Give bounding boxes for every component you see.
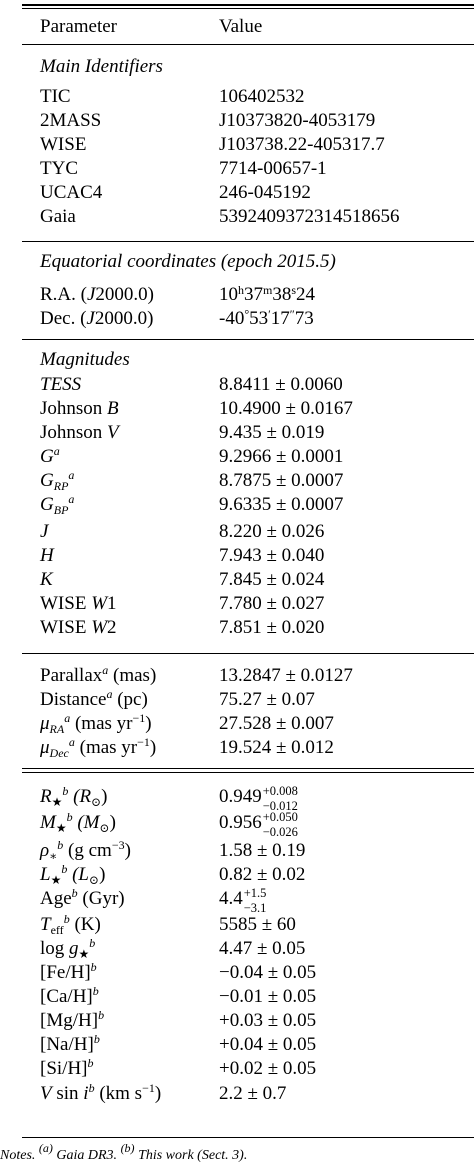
table-row: $G_{BP}^a$ 9.6335 ± 0.0007 [40, 492, 344, 517]
table-row: UCAC4 246-045192 [40, 182, 311, 203]
table-row: V $\sin i^b$ (km $s^{-1}$) 2.2 ± 0.7 [40, 1081, 287, 1104]
header-parameter: Parameter [40, 16, 118, 37]
table-row: $\mu_{RA}^a$ (mas $yr^{-1}$) 27.528 ± 0.007 [40, 711, 334, 736]
table-header [0, 14, 474, 38]
table-row: WISE W1 7.780 ± 0.027 [40, 593, 325, 614]
table-row: Distance$^a$ (pc) 75.27 ± 0.07 [40, 687, 315, 710]
table-row: TESS 8.8411 ± 0.0060 [40, 374, 343, 395]
table-row-dec: Dec. (J2000.0) -40°53′17″73 [40, 307, 314, 329]
table-row: $\log g_★^b$ 4.47 ± 0.05 [40, 936, 306, 961]
table-row: TYC 7714-00657-1 [40, 158, 327, 179]
section-title-coordinates: Equatorial coordinates (epoch 2015.5) [40, 251, 336, 272]
table-row: $L_★^b$ $(L_⊙)$ 0.82 ± 0.02 [40, 862, 306, 887]
table-row: WISE W2 7.851 ± 0.020 [40, 617, 325, 638]
table-top-rule-inner [22, 8, 474, 9]
table-row: $M_★^b$ $(M_⊙)$ 0.956 +0.050 −0.026 [40, 810, 298, 839]
table-row: $G^a$ 9.2966 ± 0.0001 [40, 444, 344, 467]
table-row: TIC 106402532 [40, 86, 305, 107]
table-top-rule [22, 4, 474, 6]
table-row: $T_{eff}^b$ (K) 5585 ± 60 [40, 912, 296, 937]
section-title-magnitudes: Magnitudes [40, 349, 130, 370]
header-rule [22, 44, 474, 45]
header-value: Value [219, 16, 263, 37]
table-notes: Notes. $^{(a)}$ Gaia DR3. $^{(b)}$ This work (Sect. 3). [0, 1141, 248, 1163]
section-rule [22, 653, 474, 654]
table-bottom-rule [22, 1137, 474, 1138]
table-row: $[Ca/H]^b$ −0.01 ± 0.05 [40, 984, 317, 1007]
table-row: $\mu_{Dec}^a$ (mas $yr^{-1}$) 19.524 ± 0.012 [40, 735, 334, 760]
table-row: $G_{RP}^a$ 8.7875 ± 0.0007 [40, 468, 344, 493]
table-row: WISE J103738.22-405317.7 [40, 134, 385, 155]
table-row: 2MASS J10373820-4053179 [40, 110, 376, 131]
table-row: $[Mg/H]^b$ +0.03 ± 0.05 [40, 1008, 317, 1031]
table-row: K 7.845 ± 0.024 [40, 569, 325, 590]
section-rule [22, 768, 474, 769]
table-row: $R_★^b$ $(R_⊙)$ 0.949 +0.008 −0.012 [40, 784, 298, 813]
table-row: $[Si/H]^b$ +0.02 ± 0.05 [40, 1056, 317, 1079]
table-row: Johnson V 9.435 ± 0.019 [40, 422, 325, 443]
table-row-ra: R.A. (J2000.0) 10$^h$37$^m$38$^s$24 [40, 283, 316, 305]
section-rule [22, 241, 474, 242]
table-row: $\rho_∗^b$ (g $cm^{-3}$) 1.58 ± 0.19 [40, 838, 306, 863]
table-row: H 7.943 ± 0.040 [40, 545, 325, 566]
section-rule [22, 339, 474, 340]
table-row: Parallax$^a$ (mas) 13.2847 ± 0.0127 [40, 663, 353, 686]
table-row: Johnson B 10.4900 ± 0.0167 [40, 398, 353, 419]
table-row: J 8.220 ± 0.026 [40, 521, 325, 542]
section-title-identifiers: Main Identifiers [40, 56, 163, 77]
table-row: Gaia 5392409372314518656 [40, 206, 400, 227]
table-row: Age$^b$ (Gyr) 4.4 +1.5 −3.1 [40, 886, 267, 915]
table-row: $[Na/H]^b$ +0.04 ± 0.05 [40, 1032, 317, 1055]
table-row: $[Fe/H]^b$ −0.04 ± 0.05 [40, 960, 317, 983]
section-rule [22, 772, 474, 773]
